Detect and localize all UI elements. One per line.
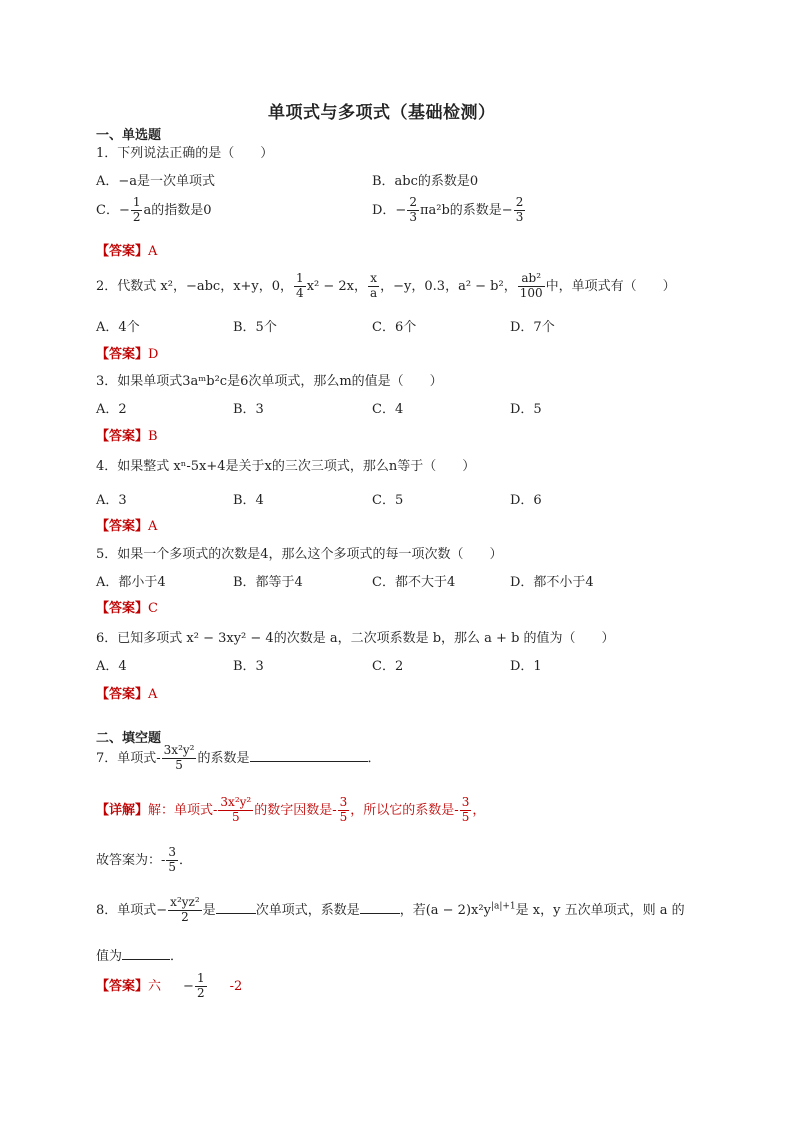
fraction: $\frac{1}{2}$ [196, 971, 205, 1000]
question-3-option-a: A．2 [96, 402, 127, 417]
question-3-stem: 3．如果单项式3aᵐb²c是6次单项式，那么m的值是（ ） [96, 374, 443, 389]
question-1-option-a: A．−a是一次单项式 [96, 174, 216, 189]
question-3-option-b: B．3 [233, 402, 264, 417]
fraction: $\frac{\text{3x²y²}}{5}$ [163, 743, 195, 772]
question-7-stem: 7．单项式- $\frac{\text{3x²y²}}{5}$ 的系数是 ． [96, 743, 381, 772]
question-1-option-d: D．− $\frac{2}{3}$ πa²b的系数是− $\frac{2}{3}$ [372, 195, 524, 224]
question-2-option-c: C．6个 [372, 320, 417, 335]
question-1-stem: 1．下列说法正确的是（ ） [96, 146, 274, 161]
question-6-option-c: C．2 [372, 659, 404, 674]
question-6-answer: 【答案】A [96, 687, 158, 702]
question-3-answer: 【答案】B [96, 429, 158, 444]
question-1-answer: 【答案】A [96, 244, 158, 259]
question-6-option-b: B．3 [233, 659, 264, 674]
question-7-detail: 【详解】解：单项式- $\frac{\text{3x²y²}}{5}$ 的数字因数是- $\frac{3}{5}$ ，所以它的系数是- $\frac{3}{5}$ ， [96, 795, 486, 824]
question-6-option-a: A．4 [96, 659, 127, 674]
question-5-option-d: D．都不小于4 [510, 575, 594, 590]
question-6-option-d: D．1 [510, 659, 542, 674]
question-3-option-c: C．4 [372, 402, 404, 417]
fraction: $\frac{x}{a}$ [370, 271, 378, 300]
question-6-stem: 6．已知多项式 x² − 3xy² − 4的次数是 a，二次项系数是 b，那么 a + b 的值为（ ） [96, 631, 615, 646]
question-5-option-c: C．都不大于4 [372, 575, 456, 590]
fraction: $\frac{\text{ab²}}{100}$ [519, 271, 543, 300]
question-4-option-a: A．3 [96, 493, 127, 508]
question-2-option-b: B．5个 [233, 320, 277, 335]
answer-blank [122, 949, 170, 960]
fraction: $\frac{2}{3}$ [515, 195, 524, 224]
fraction: $\frac{1}{4}$ [296, 271, 304, 300]
question-2-option-d: D．7个 [510, 320, 555, 335]
page-title: 单项式与多项式（基础检测） [268, 103, 496, 123]
question-5-answer: 【答案】C [96, 601, 158, 616]
question-2-stem: 2．代数式 x²，−abc，x+y，0， $\frac{1}{4}$ x² − 2x， $\frac{x}{a}$ ，−y，0.3，a² − b²， $\frac{\text{ab²}}{100}$ 中，单项式有（ ） [96, 271, 676, 300]
fraction: $\frac{1}{2}$ [132, 195, 141, 224]
question-8-stem-line2: 值为 ． [96, 949, 184, 964]
question-7-conclusion: 故答案为：- $\frac{3}{5}$ ． [96, 845, 193, 874]
answer-blank [250, 751, 368, 762]
section-heading-single-choice: 一、单选题 [96, 128, 162, 143]
section-heading-fill-in: 二、填空题 [96, 731, 162, 746]
fraction: $\frac{2}{3}$ [409, 195, 417, 224]
question-1-option-c: C．− $\frac{1}{2}$ a的指数是0 [96, 195, 212, 224]
fraction: $\frac{3}{5}$ [461, 795, 470, 824]
question-5-option-b: B．都等于4 [233, 575, 303, 590]
question-8-answer: 【答案】六 − $\frac{1}{2}$ -2 [96, 971, 243, 1000]
question-4-option-b: B．4 [233, 493, 264, 508]
question-4-option-c: C．5 [372, 493, 404, 508]
question-2-option-a: A．4个 [96, 320, 140, 335]
question-5-stem: 5．如果一个多项式的次数是4，那么这个多项式的每一项次数（ ） [96, 547, 503, 562]
fraction: $\frac{\text{x²yz²}}{2}$ [170, 895, 200, 924]
fraction: $\frac{3}{5}$ [168, 845, 177, 874]
fraction: $\frac{3}{5}$ [339, 795, 348, 824]
question-4-answer: 【答案】A [96, 519, 158, 534]
question-5-option-a: A．都小于4 [96, 575, 166, 590]
question-4-stem: 4．如果整式 xⁿ-5x+4是关于x的三次三项式，那么n等于（ ） [96, 459, 476, 474]
answer-blank [360, 903, 400, 914]
fraction: $\frac{\text{3x²y²}}{5}$ [220, 795, 252, 824]
question-1-option-b: B．abc的系数是0 [372, 174, 479, 189]
question-4-option-d: D．6 [510, 493, 542, 508]
question-8-stem: 8．单项式− $\frac{\text{x²yz²}}{2}$ 是 次单项式，系数是 ，若$(a - 2)x^2y^{|a|+1}$是 x，y 五次单项式，则 a 的 [96, 895, 685, 924]
answer-blank [216, 903, 256, 914]
question-2-answer: 【答案】D [96, 347, 159, 362]
question-3-option-d: D．5 [510, 402, 542, 417]
